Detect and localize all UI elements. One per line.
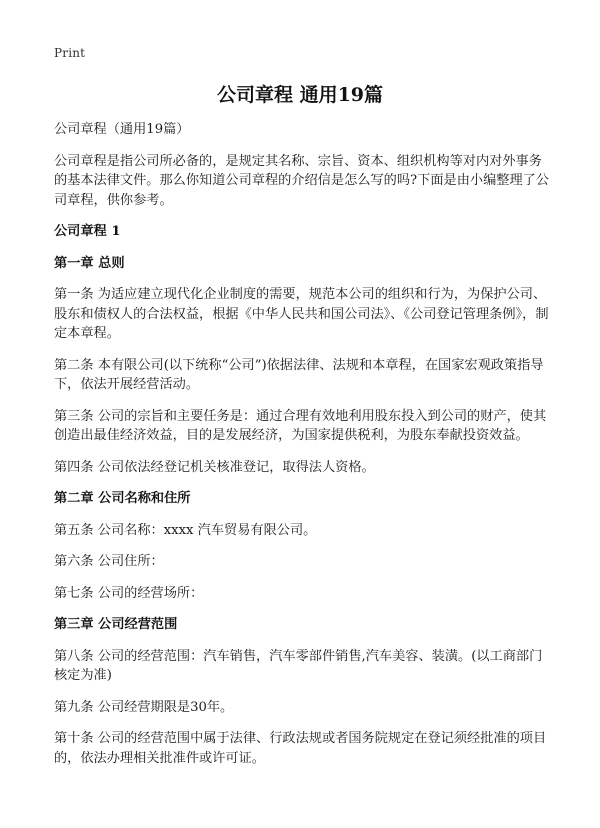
article-7: 第七条 公司的经营场所： [54,585,204,601]
chapter-1-heading: 第一章 总则 [54,255,125,271]
document-body [54,120,552,780]
intro-paragraph: 公司章程是指公司所必备的，是规定其名称、宗旨、资本、组织机构等对内对外事务的基本法律文件。那么你知道公司章程的介绍信是怎么写的吗?下面是由小编整理了公司章程，供你参考。 [54,153,550,208]
article-2: 第二条 本有限公司(以下统称“公司”)依据法律、法规和本章程，在国家宏观政策指导下，依法开展经营活动。 [54,357,544,392]
article-9: 第九条 公司经营期限是30年。 [54,699,234,715]
article-3: 第三条 公司的宗旨和主要任务是：通过合理有效地利用股东投入到公司的财产，使其创造出最佳经济效益，目的是发展经济，为国家提供税利，为股东奉献投资效益。 [54,408,547,443]
chapter-3-heading: 第三章 公司经营范围 [54,617,178,632]
document-title: 公司章程 通用19篇 [216,84,384,106]
article-1: 第一条 为适应建立现代化企业制度的需要，规范本公司的组织和行为，为保护公司、股东和债权人的合法权益，根据《中华人民共和国公司法》、《公司登记管理条例》，制定本章程。 [54,287,549,341]
article-6: 第六条 公司住所： [54,554,164,569]
document-subtitle: 公司章程（通用19篇） [54,122,190,137]
article-5: 第五条 公司名称：xxxx 汽车贸易有限公司。 [54,522,317,538]
article-8: 第八条 公司的经营范围：汽车销售，汽车零部件销售,汽车美容、装潢。(以工商部门核定为准) [54,648,543,683]
print-label: Print [54,46,86,60]
article-10: 第十条 公司的经营范围中属于法律、行政法规或者国务院规定在登记须经批准的项目的，依法办理相关批准件或许可证。 [54,731,547,766]
article-4: 第四条 公司依法经登记机关核准登记，取得法人资格。 [54,459,375,475]
section-title: 公司章程 1 [54,224,121,239]
chapter-2-heading: 第二章 公司名称和住所 [54,491,191,506]
